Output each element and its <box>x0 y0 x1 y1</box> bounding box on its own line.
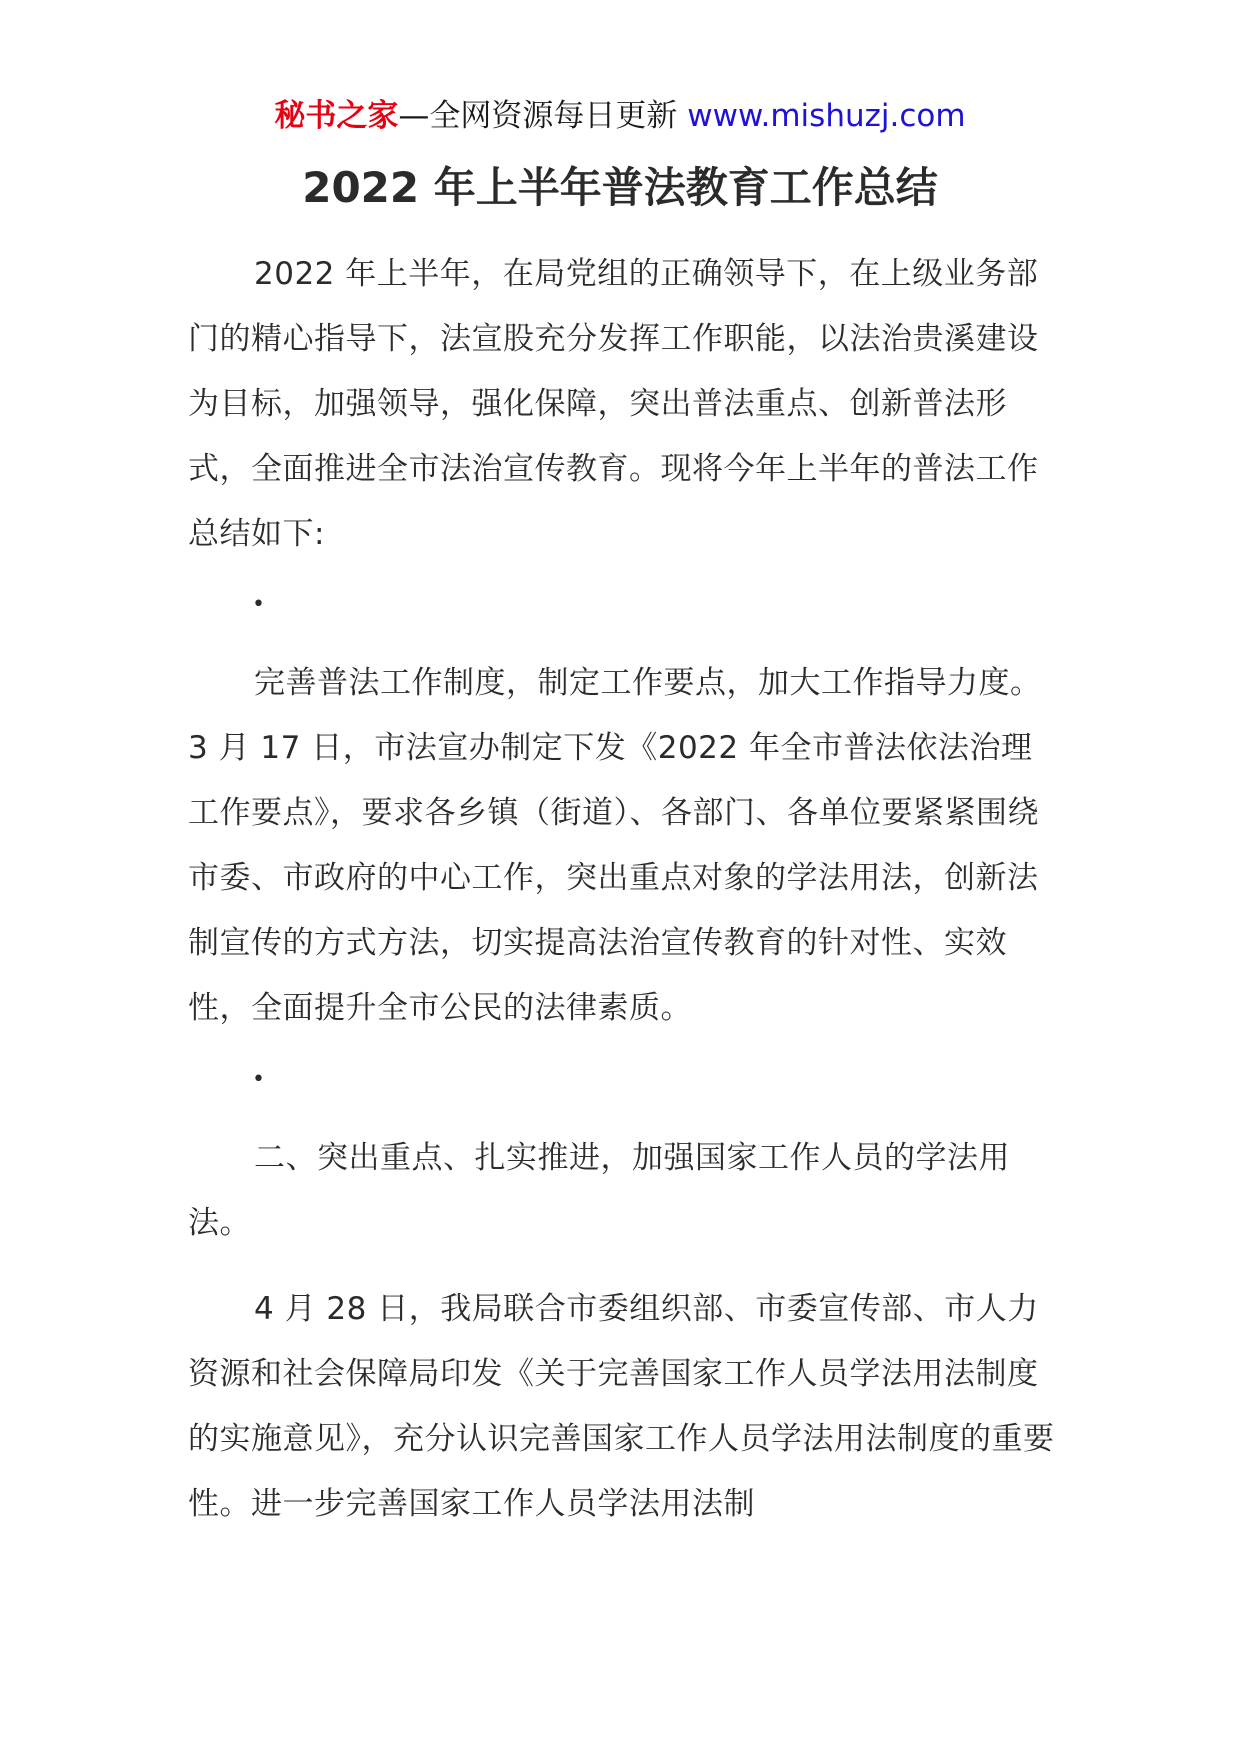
header-slogan: —全网资源每日更新 <box>398 98 688 134</box>
bullet-marker: • <box>252 1067 265 1092</box>
paragraph-april: 4 月 28 日，我局联合市委组织部、市委宣传部、市人力资源和社会保障局印发《关于完善国家工作人员学法用法制度的实施意见》，充分认识完善国家工作人员学法用法制度的重要性。进一步完善国家工作人员学法用法制 <box>188 1291 1055 1522</box>
bullet-marker: • <box>252 592 265 617</box>
paragraph-section-heading: 二、突出重点、扎实推进，加强国家工作人员的学法用法。 <box>188 1140 1010 1241</box>
site-url-link[interactable]: www.mishuzj.com <box>687 98 966 134</box>
brand-name: 秘书之家 <box>274 98 399 134</box>
document-title: 2022 年上半年普法教育工作总结 <box>302 163 938 212</box>
paragraph-intro: 2022 年上半年，在局党组的正确领导下，在上级业务部门的精心指导下，法宣股充分发挥工作职能，以法治贵溪建设为目标，加强领导，强化保障，突出普法重点、创新普法形式，全面推进全市法治宣传教育。现将今年上半年的普法工作总结如下: <box>188 256 1039 552</box>
site-header <box>0 96 1240 136</box>
paragraph-system: 完善普法工作制度，制定工作要点，加大工作指导力度。3 月 17 日，市法宣办制定下发《2022 年全市普法依法治理工作要点》，要求各乡镇（街道）、各部门、各单位要紧紧围绕市委、市政府的中心工作，突出重点对象的学法用法，创新法制宣传的方式方法，切实提高法治宣传教育的针对性、实效性，全面提升全市公民的法律素质。 <box>188 665 1042 1026</box>
